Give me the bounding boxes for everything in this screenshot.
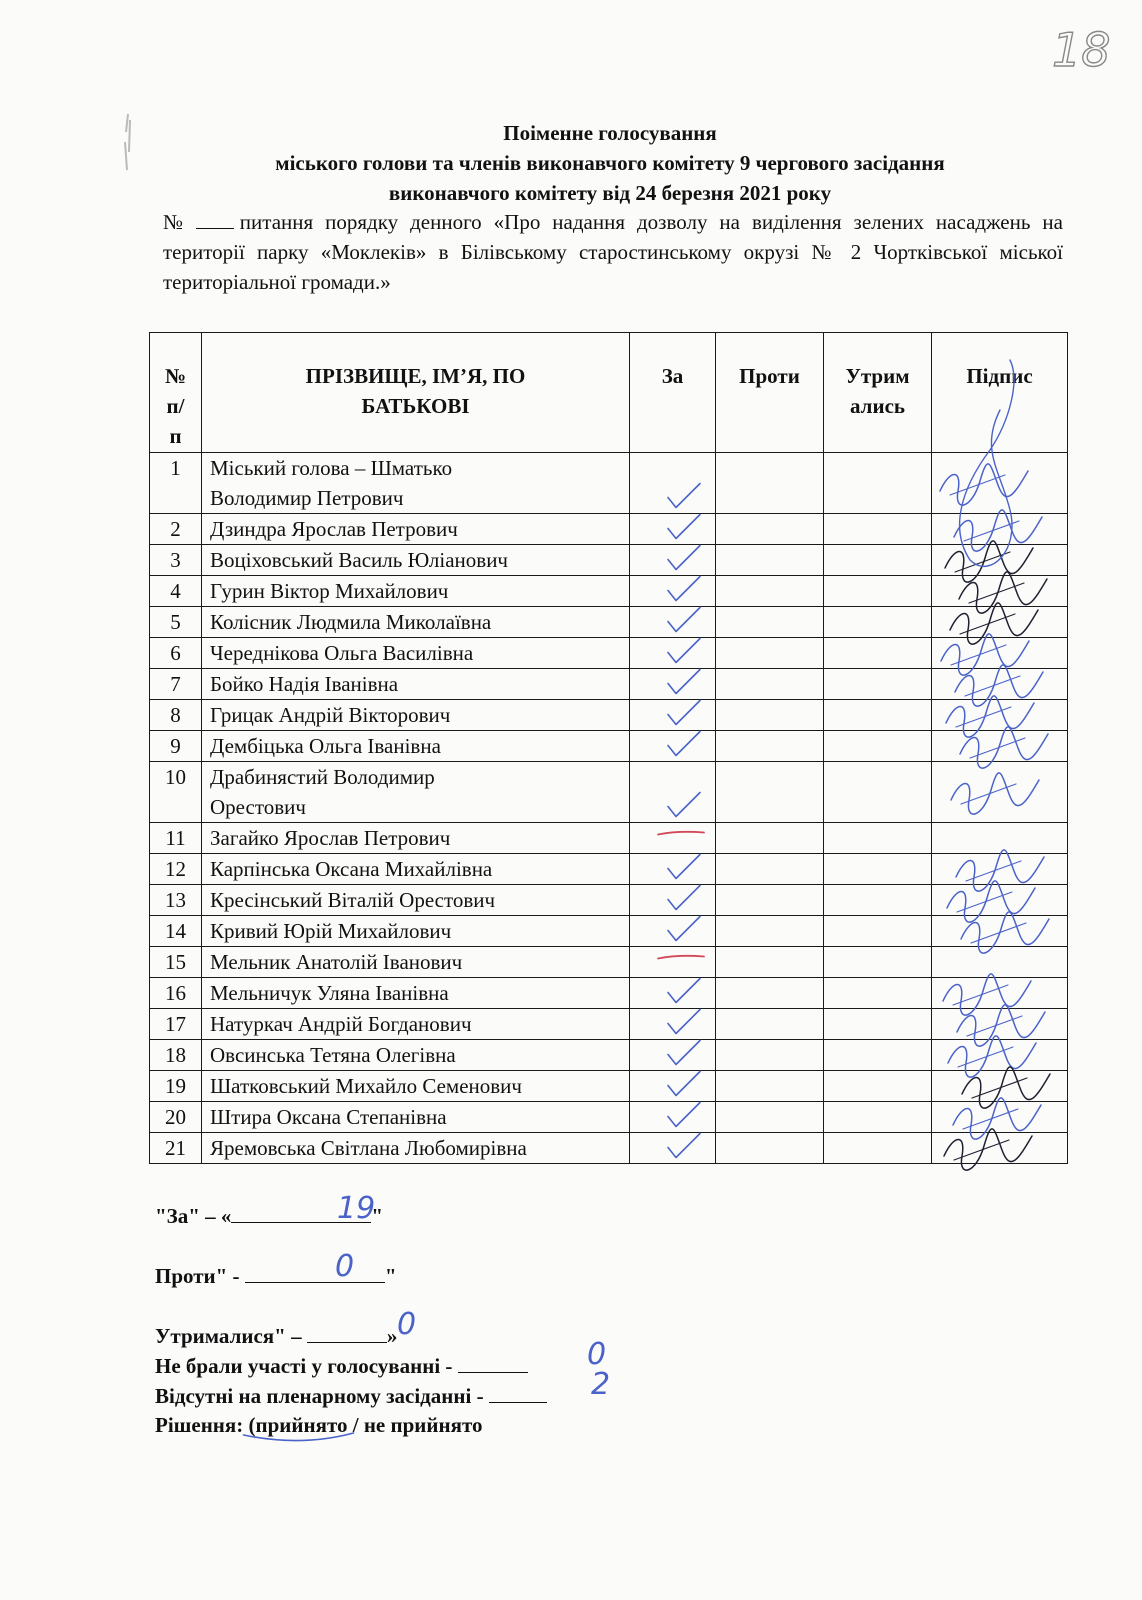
member-name-line: Яремовська Світлана Любомирівна [210, 1136, 527, 1160]
cell-against [716, 1009, 824, 1040]
member-name [202, 762, 630, 823]
number-sign: № [163, 210, 190, 234]
table-row [150, 545, 1068, 576]
table-row [150, 885, 1068, 916]
cell-for [630, 545, 716, 576]
cell-for [630, 453, 716, 514]
member-name-line: Мельник Анатолій Іванович [210, 950, 463, 974]
cell-signature [932, 1133, 1068, 1164]
cell-against [716, 1071, 824, 1102]
row-number: 1 [150, 453, 202, 514]
member-name-line: Гурин Віктор Михайлович [210, 579, 449, 603]
cell-signature [932, 916, 1068, 947]
member-name [202, 669, 630, 700]
cell-for [630, 762, 716, 823]
member-name [202, 731, 630, 762]
cell-against [716, 823, 824, 854]
cell-abstained [824, 638, 932, 669]
member-name [202, 1071, 630, 1102]
cell-abstained [824, 731, 932, 762]
table-row [150, 1102, 1068, 1133]
tally-for-value: 19 [337, 1191, 376, 1226]
cell-against [716, 1040, 824, 1071]
cell-against [716, 916, 824, 947]
cell-against [716, 576, 824, 607]
cell-for [630, 823, 716, 854]
member-name [202, 700, 630, 731]
cell-signature [932, 1102, 1068, 1133]
member-name-line: Колісник Людмила Миколаївна [210, 610, 492, 634]
cell-for [630, 1040, 716, 1071]
member-name [202, 514, 630, 545]
table-row [150, 638, 1068, 669]
member-name [202, 453, 630, 514]
table-row [150, 978, 1068, 1009]
header-for: За [630, 333, 716, 453]
cell-abstained [824, 576, 932, 607]
cell-for [630, 669, 716, 700]
subject-text: питання порядку денного «Про надання дозволу на виділення зелених насаджень на території парку «Моклеків» в Білівському старостинському окрузі № 2 Чортківської міської територіальної громади.» [163, 210, 1063, 294]
member-name-line: Дембіцька Ольга Іванівна [210, 734, 441, 758]
row-number: 12 [150, 854, 202, 885]
member-name-line: Кривий Юрій Михайлович [210, 919, 452, 943]
cell-for [630, 514, 716, 545]
cell-for [630, 700, 716, 731]
tally-absent-value: 2 [591, 1367, 611, 1402]
table-row [150, 762, 1068, 823]
cell-signature [932, 978, 1068, 1009]
agenda-subject [163, 207, 1063, 297]
tally-not-voting: Не брали участі у голосуванні - 0 [155, 1337, 607, 1378]
member-name [202, 885, 630, 916]
cell-abstained [824, 607, 932, 638]
row-number: 7 [150, 669, 202, 700]
row-number: 9 [150, 731, 202, 762]
cell-against [716, 1102, 824, 1133]
cell-against [716, 453, 824, 514]
member-name-line: Натуркач Андрій Богданович [210, 1012, 472, 1036]
cell-abstained [824, 916, 932, 947]
cell-signature [932, 453, 1068, 514]
cell-abstained [824, 1009, 932, 1040]
heading-line-1: Поіменне голосування [503, 121, 717, 145]
cell-abstained [824, 1071, 932, 1102]
number-blank [196, 210, 234, 229]
tally-not-voting-value: 0 [587, 1337, 607, 1372]
cell-signature [932, 731, 1068, 762]
row-number: 6 [150, 638, 202, 669]
member-name [202, 607, 630, 638]
row-number: 15 [150, 947, 202, 978]
row-number: 14 [150, 916, 202, 947]
cell-abstained [824, 823, 932, 854]
vote-table-body [150, 453, 1068, 1164]
member-name [202, 823, 630, 854]
member-name-line: Загайко Ярослав Петрович [210, 826, 451, 850]
cell-against [716, 762, 824, 823]
cell-signature [932, 1071, 1068, 1102]
member-name-line: Володимир Петрович [210, 486, 404, 510]
cell-abstained [824, 514, 932, 545]
cell-for [630, 638, 716, 669]
cell-abstained [824, 885, 932, 916]
member-name-line: Драбинястий Володимир [210, 765, 435, 789]
cell-against [716, 947, 824, 978]
tally-for: "За" – « " 19 [155, 1191, 384, 1228]
header-number: № п/ п [150, 333, 202, 453]
member-name-line: Штира Оксана Степанівна [210, 1105, 447, 1129]
cell-abstained [824, 700, 932, 731]
member-name-line: Воціховський Василь Юліанович [210, 548, 508, 572]
cell-abstained [824, 453, 932, 514]
table-row [150, 823, 1068, 854]
cell-signature [932, 700, 1068, 731]
member-name [202, 545, 630, 576]
cell-against [716, 669, 824, 700]
member-name-line: Шатковський Михайло Семенович [210, 1074, 522, 1098]
cell-signature [932, 1040, 1068, 1071]
cell-abstained [824, 978, 932, 1009]
cell-signature [932, 607, 1068, 638]
table-row [150, 700, 1068, 731]
row-number: 21 [150, 1133, 202, 1164]
cell-for [630, 978, 716, 1009]
cell-for [630, 1102, 716, 1133]
table-row [150, 1071, 1068, 1102]
tally-absent: Відсутні на пленарному засіданні - 2 [155, 1367, 611, 1408]
table-row [150, 514, 1068, 545]
decision-accepted: прийнято [255, 1413, 348, 1437]
page-number-handwritten [1050, 18, 1120, 78]
row-number: 11 [150, 823, 202, 854]
cell-abstained [824, 947, 932, 978]
cell-signature [932, 885, 1068, 916]
cell-for [630, 854, 716, 885]
cell-for [630, 1071, 716, 1102]
cell-signature [932, 947, 1068, 978]
cell-against [716, 638, 824, 669]
cell-abstained [824, 669, 932, 700]
cell-against [716, 514, 824, 545]
table-header-row [150, 333, 1068, 453]
cell-abstained [824, 1040, 932, 1071]
row-number: 2 [150, 514, 202, 545]
table-row [150, 1133, 1068, 1164]
cell-signature [932, 669, 1068, 700]
page-number-text: 18 [1052, 23, 1111, 77]
row-number: 13 [150, 885, 202, 916]
member-name [202, 854, 630, 885]
table-row [150, 854, 1068, 885]
cell-for [630, 576, 716, 607]
header-against: Проти [716, 333, 824, 453]
table-row [150, 607, 1068, 638]
table-row [150, 1040, 1068, 1071]
table-row [150, 576, 1068, 607]
member-name-line: Грицак Андрій Вікторович [210, 703, 451, 727]
decision: Рішення: (прийнято / не прийнято [155, 1413, 483, 1437]
member-name-line: Овсинська Тетяна Олегівна [210, 1043, 456, 1067]
member-name-line: Мельничук Уляна Іванівна [210, 981, 449, 1005]
member-name-line: Орестович [210, 795, 306, 819]
cell-for [630, 607, 716, 638]
member-name [202, 576, 630, 607]
cell-against [716, 885, 824, 916]
cell-against [716, 854, 824, 885]
cell-for [630, 1009, 716, 1040]
row-number: 4 [150, 576, 202, 607]
cell-signature [932, 576, 1068, 607]
row-number: 20 [150, 1102, 202, 1133]
cell-for [630, 916, 716, 947]
cell-signature [932, 823, 1068, 854]
heading-line-3: виконавчого комітету від 24 березня 2021 року [388, 181, 832, 205]
member-name-line: Карпінська Оксана Михайлівна [210, 857, 493, 881]
table-row [150, 947, 1068, 978]
tally-abstained: Утрималися" – » 0 [155, 1307, 417, 1348]
cell-against [716, 978, 824, 1009]
member-name-line: Міський голова – Шматько [210, 456, 453, 480]
member-name [202, 1009, 630, 1040]
row-number: 10 [150, 762, 202, 823]
cell-for [630, 947, 716, 978]
header-abstained: Утрим ались [824, 333, 932, 453]
cell-abstained [824, 1133, 932, 1164]
table-row [150, 1009, 1068, 1040]
cell-abstained [824, 762, 932, 823]
member-name-line: Дзиндра Ярослав Петрович [210, 517, 458, 541]
cell-for [630, 885, 716, 916]
cell-signature [932, 762, 1068, 823]
table-row [150, 669, 1068, 700]
cell-for [630, 1133, 716, 1164]
row-number: 5 [150, 607, 202, 638]
member-name-line: Череднікова Ольга Василівна [210, 641, 474, 665]
row-number: 3 [150, 545, 202, 576]
cell-for [630, 731, 716, 762]
tally-against-value: 0 [335, 1249, 355, 1284]
row-number: 18 [150, 1040, 202, 1071]
member-name [202, 1040, 630, 1071]
cell-against [716, 700, 824, 731]
row-number: 8 [150, 700, 202, 731]
table-row [150, 731, 1068, 762]
vote-table [149, 332, 1068, 1164]
header-signature: Підпис [932, 333, 1068, 453]
cell-abstained [824, 545, 932, 576]
tally-abstained-value: 0 [397, 1307, 417, 1342]
member-name [202, 1133, 630, 1164]
member-name-line: Бойко Надія Іванівна [210, 672, 399, 696]
member-name [202, 1102, 630, 1133]
document-heading [160, 118, 1060, 208]
member-name [202, 947, 630, 978]
member-name [202, 916, 630, 947]
cell-against [716, 1133, 824, 1164]
header-name: ПРІЗВИЩЕ, ІМ’Я, ПО БАТЬКОВІ [202, 333, 630, 453]
scan-smudge [120, 112, 138, 172]
heading-line-2: міського голови та членів виконавчого комітету 9 чергового засідання [275, 151, 945, 175]
table-row [150, 916, 1068, 947]
row-number: 17 [150, 1009, 202, 1040]
cell-signature [932, 854, 1068, 885]
row-number: 19 [150, 1071, 202, 1102]
cell-signature [932, 638, 1068, 669]
cell-abstained [824, 1102, 932, 1133]
tally-against: Проти" - " 0 [155, 1249, 397, 1288]
cell-abstained [824, 854, 932, 885]
member-name [202, 638, 630, 669]
member-name [202, 978, 630, 1009]
cell-against [716, 731, 824, 762]
cell-against [716, 607, 824, 638]
cell-signature [932, 514, 1068, 545]
member-name-line: Кресінський Віталій Орестович [210, 888, 496, 912]
table-row [150, 453, 1068, 514]
cell-signature [932, 1009, 1068, 1040]
row-number: 16 [150, 978, 202, 1009]
cell-signature [932, 545, 1068, 576]
cell-against [716, 545, 824, 576]
